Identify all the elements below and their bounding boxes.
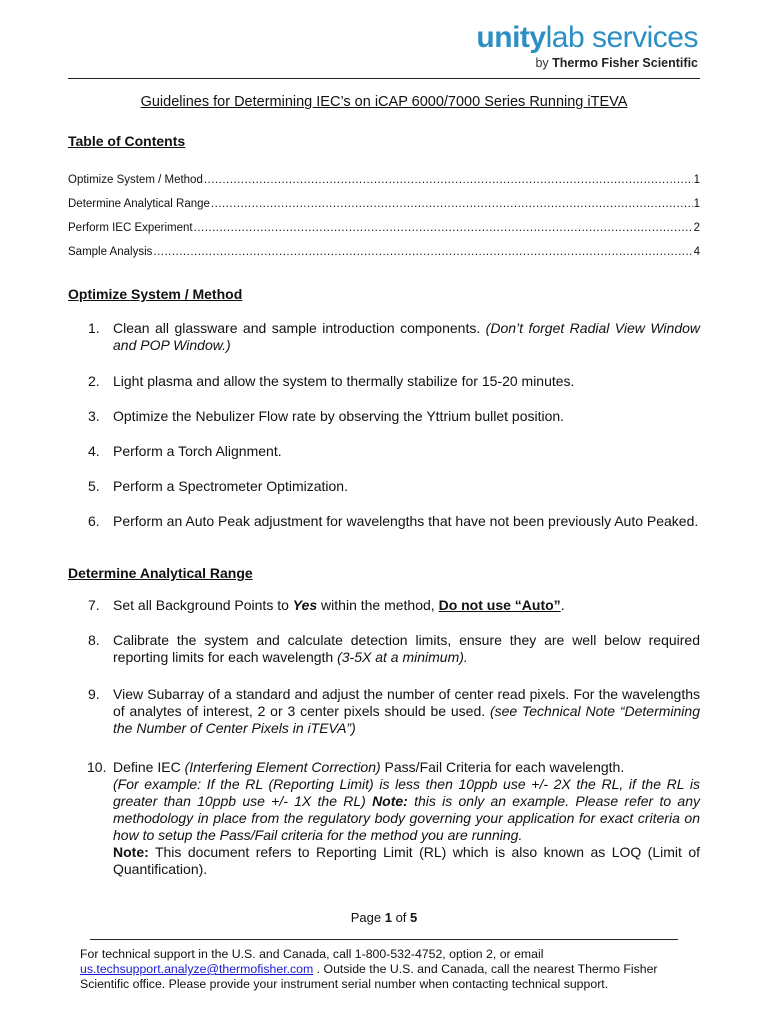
company-logo [476,20,698,70]
section-heading-analytical-range: Determine Analytical Range [68,565,253,581]
list-item [88,513,700,530]
item-text: Pass/Fail Criteria for each wavelength. [380,759,625,775]
item-example-text: (For example: If the RL (Reporting Limit) is less then 10ppb use +/- 2X the RL, if the RL is greater than 10ppb use +/- 1X the RL) [113,776,700,809]
item-italic-text: (Don’t forget Radial View Window and POP Window.) [113,320,700,353]
list-item-text: Optimize the Nebulizer Flow rate by observing the Yttrium bullet position. [113,408,565,424]
list-number: 2. [88,373,100,389]
footer-support-text [80,947,700,992]
toc-leader [153,246,692,258]
page-number [0,910,768,925]
list-item [88,478,700,495]
toc-entry-label: Sample Analysis [68,246,153,258]
list-item-text [113,759,700,878]
item-emphasis-warning: Do not use “Auto” [438,597,561,613]
list-item [88,632,700,666]
logo-byline [476,56,698,70]
toc-entry[interactable] [68,170,700,186]
item-text: Clean all glassware and sample introduction components. [113,320,486,336]
footer-line: . Outside the U.S. and Canada, call the nearest Thermo Fisher Scientific office. Please provide your instrument serial number when contacting technical support. [80,962,658,991]
list-item-text [113,320,700,354]
list-item [88,597,700,614]
list-item [88,686,700,737]
list-number: 4. [88,443,100,459]
logo-brand-bold: unity [476,21,546,54]
note-text: this is only an example. Please refer to any methodology in place from the regulatory body governing your application for exact criteria on how to setup the Pass/Fail criteria for the method you are running. [113,793,700,843]
toc-leader [211,198,693,210]
toc-leader [204,174,693,186]
list-number: 1. [88,320,100,336]
item-text: Calibrate the system and calculate detection limits, ensure they are well below required reporting limits for each wavelength [113,632,700,665]
toc-entry-page: 1 [693,198,700,210]
toc-entry-label: Determine Analytical Range [68,198,210,210]
list-item-text: Perform an Auto Peak adjustment for wavelengths that have not been previously Auto Peaked. [113,513,699,529]
item-text: . [560,597,565,613]
list-item-text [113,686,700,737]
toc-entry-label: Perform IEC Experiment [68,222,193,234]
item-text: Set all Background Points to [113,597,293,613]
toc-entry[interactable] [68,242,700,258]
note-text: This document refers to Reporting Limit (RL) which is also known as LOQ (Limit of Quantification). [113,844,700,877]
list-item [88,759,700,878]
note-label: Note: [113,844,149,860]
list-item [88,443,700,460]
header-divider [68,78,700,79]
list-item [88,373,700,390]
list-item [88,408,700,425]
toc-entry[interactable] [68,218,700,234]
logo-by-prefix: by [535,56,549,70]
list-item [88,320,700,354]
support-email-link[interactable]: us.techsupport.analyze@thermofisher.com [80,962,314,976]
logo-brand-rest: lab services [545,21,698,54]
item-italic-text: (Interfering Element Correction) [184,759,381,775]
toc-entry-page: 4 [693,246,700,258]
list-number: 3. [88,408,100,424]
page-total: 5 [410,910,418,925]
toc-entry[interactable] [68,194,700,210]
list-number: 5. [88,478,100,494]
toc-entry-page: 1 [693,174,700,186]
item-text: View Subarray of a standard and adjust the number of center read pixels. For the wavelengths of analytes of interest, 2 or 3 center pixels should be used. [113,686,700,719]
logo-by-company: Thermo Fisher Scientific [552,56,698,70]
item-italic-text: (see Technical Note “Determining the Number of Center Pixels in iTEVA”) [113,703,700,736]
list-number: 9. [88,686,100,702]
toc-heading: Table of Contents [68,133,186,149]
toc-entry-label: Optimize System / Method [68,174,203,186]
list-number: 10. [87,759,107,775]
item-emphasis-yes: Yes [292,597,318,613]
toc-entry-page: 2 [693,222,700,234]
list-item-text: Perform a Torch Alignment. [113,443,282,459]
item-text: Define IEC [113,759,185,775]
list-number: 6. [88,513,100,529]
section-heading-optimize: Optimize System / Method [68,286,243,302]
list-item-text [113,597,700,614]
page-prefix: Page [350,910,385,925]
item-italic-text: (3-5X at a minimum). [337,649,468,665]
list-item-text: Perform a Spectrometer Optimization. [113,478,348,494]
item-text: within the method, [317,597,439,613]
list-number: 8. [88,632,100,648]
list-number: 7. [88,597,100,613]
page-of: of [391,910,411,925]
list-item-text: Light plasma and allow the system to thermally stabilize for 15-20 minutes. [113,373,575,389]
list-item-text [113,632,700,666]
footer-divider [90,939,678,940]
footer-line: For technical support in the U.S. and Canada, call 1-800-532-4752, option 2, or email [80,947,544,961]
page-title: Guidelines for Determining IEC’s on iCAP 6000/7000 Series Running iTEVA [140,94,628,110]
logo-wordmark [476,20,698,56]
page-current: 1 [384,910,392,925]
note-label: Note: [372,793,408,809]
toc-leader [194,222,693,234]
